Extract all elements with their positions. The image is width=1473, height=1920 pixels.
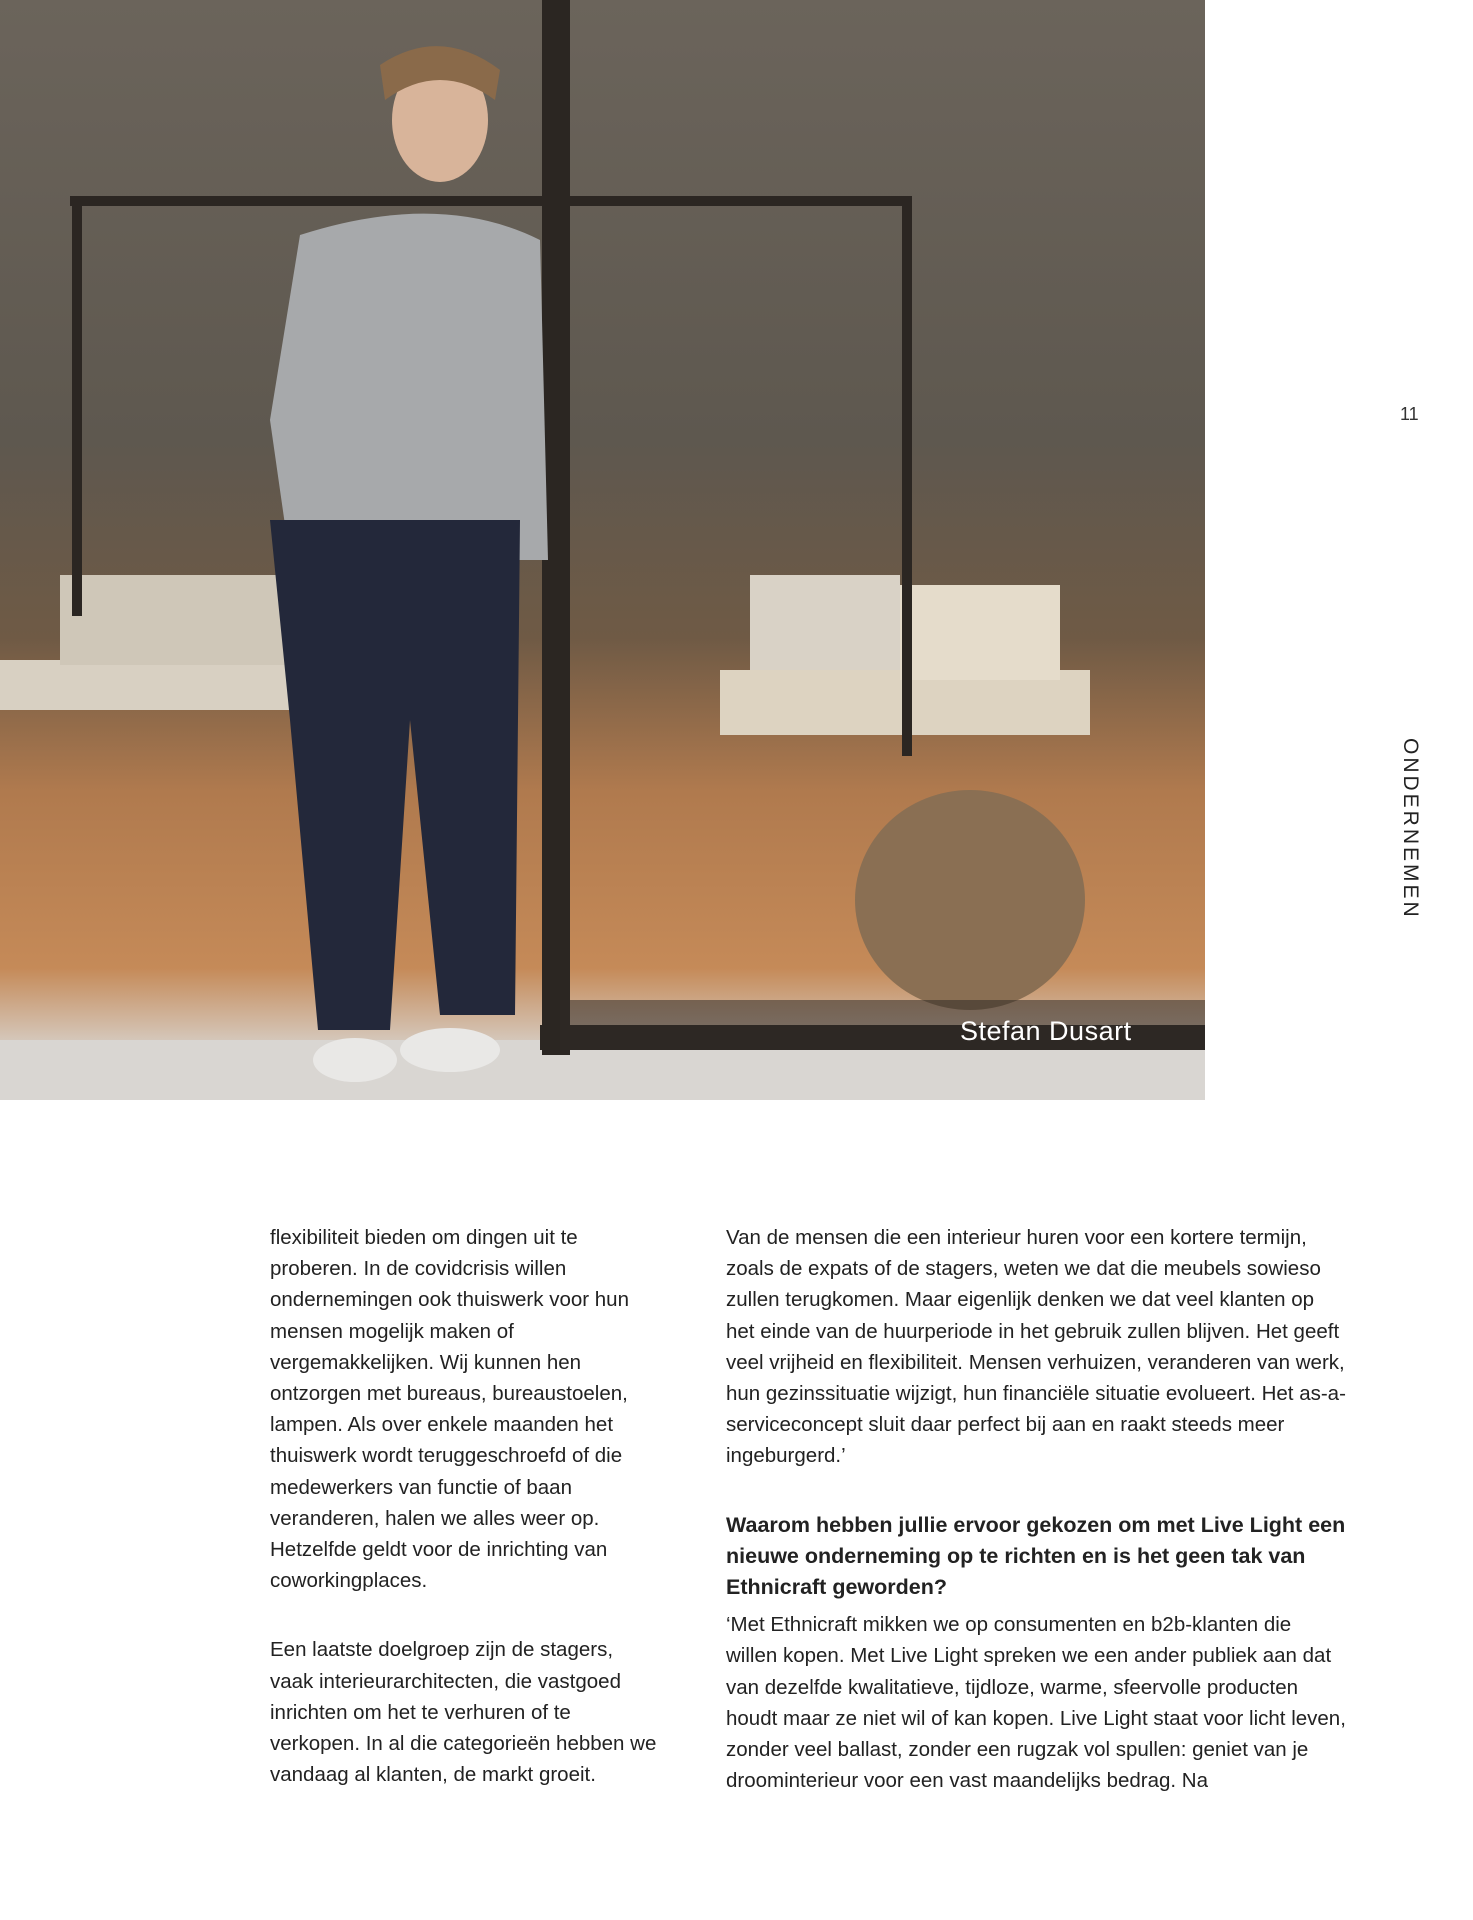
interview-answer: ‘Met Ethnicraft mikken we op consumenten en b2b-klanten die willen kopen. Met Live Light spreken we een ander publiek aan dat van dezelfde kwalitatieve, tijdloze, warme, sfeervolle producten houdt maar ze niet wil of kan kopen. Live Light staat voor licht leven, zonder veel ballast, zonder een rugzak vol spullen: geniet van je droominterieur voor een vast maandelijks bedrag. Na <box>726 1613 1346 1793</box>
cushion <box>900 585 1060 680</box>
sofa-left-back <box>60 575 290 665</box>
paragraph: flexibiliteit bieden om dingen uit te proberen. In de covidcrisis willen ondernemingen ook thuiswerk voor hun mensen mogelijk maken of vergemakkelijken. Wij kunnen hen ontzorgen met bureaus, bureaustoelen, lampen. Als over enkele maanden het thuiswerk wordt teruggeschroefd of die medewerkers van functie of baan veranderen, halen we alles weer op. Hetzelfde geldt voor de inrichting van coworkingplaces. <box>270 1226 629 1593</box>
pergola-beam-top <box>70 196 910 206</box>
person-shoe-left <box>313 1038 397 1082</box>
section-label: ONDERNEMEN <box>1399 738 1422 920</box>
interview-question: Waarom hebben jullie ervoor gekozen om met Live Light een nieuwe onderneming op te richten en is het geen tak van Ethnicraft geworden? <box>726 1512 1346 1600</box>
article-column-right <box>726 1222 1346 1834</box>
sofa-left <box>0 660 290 710</box>
paragraph: Een laatste doelgroep zijn de stagers, vaak interieurarchitecten, die vastgoed inrichten om het te verhuren of te verkopen. In al die categorieën hebben we vandaag al klanten, de markt groeit. <box>270 1638 657 1787</box>
basket <box>855 790 1085 1010</box>
page-number: 11 <box>1400 404 1419 424</box>
person-shoe-right <box>400 1028 500 1072</box>
photo-caption: Stefan Dusart <box>960 1016 1132 1046</box>
photo-scene <box>0 0 1205 1100</box>
portrait-photo <box>0 0 1205 1100</box>
cushion-pattern <box>750 575 900 670</box>
person-trousers <box>270 520 520 1030</box>
person-sweater <box>270 214 548 560</box>
pergola-post-back <box>902 196 912 756</box>
article-column-left <box>270 1222 660 1828</box>
paragraph: Van de mensen die een interieur huren voor een kortere termijn, zoals de expats of de stagers, weten we dat die meubels sowieso zullen terugkomen. Maar eigenlijk denken we dat veel klanten op het einde van de huurperiode in het gebruik zullen blijven. Het geeft veel vrijheid en flexibiliteit. Mensen verhuizen, veranderen van werk, hun gezinssituatie wijzigt, hun financiële situatie evolueert. Het as-a-serviceconcept sluit daar perfect bij aan en raakt steeds meer ingeburgerd.’ <box>726 1226 1346 1468</box>
pergola-post-left <box>72 196 82 616</box>
